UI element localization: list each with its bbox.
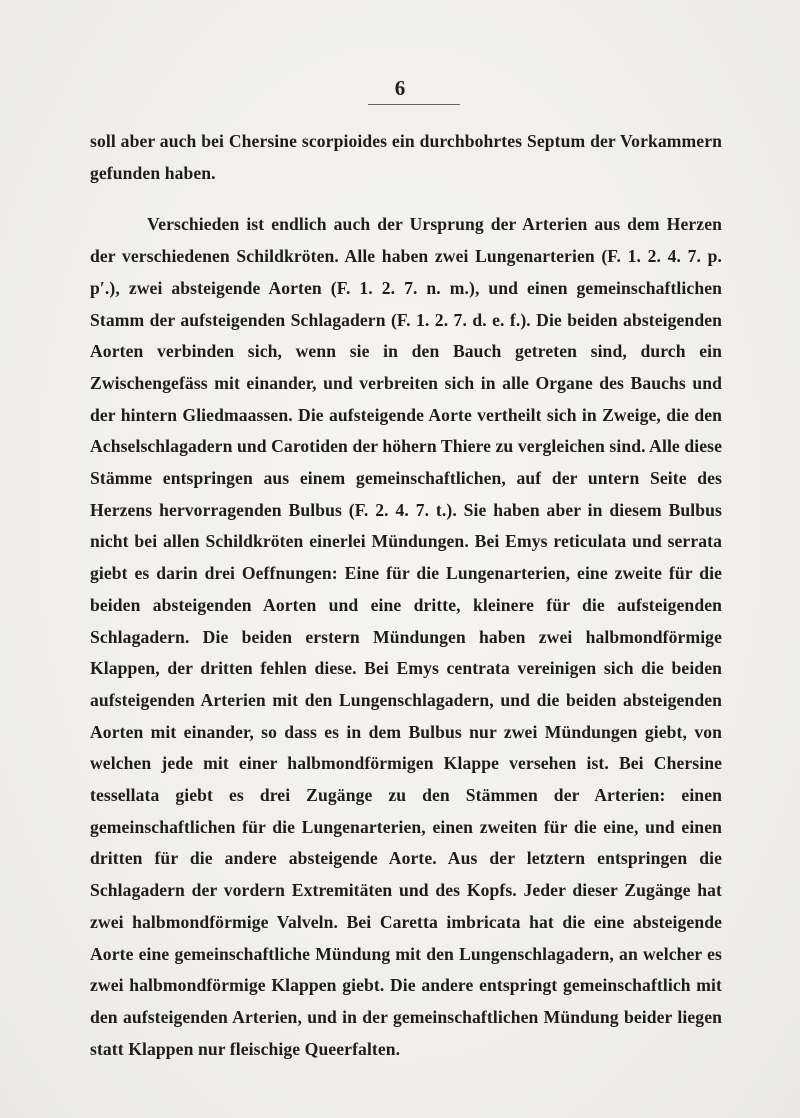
body-text: [90, 126, 722, 1065]
header-rule: [368, 104, 460, 105]
paragraph-continuation: soll aber auch bei Chersine scorpioides ein durchbohrtes Septum der Vorkammern gefunden haben.: [90, 131, 722, 183]
paragraph-arterien: Verschieden ist endlich auch der Ursprung der Arterien aus dem Herzen der verschiedenen Schildkröten. Alle haben zwei Lungenarterien (F. 1. 2. 4. 7. p. p′.), zwei absteigende Aorten (F. 1. 2. 7. n. m.), und einen gemeinschaftlichen Stamm der aufsteigenden Schlagadern (F. 1. 2. 7. d. e. f.). Die beiden absteigenden Aorten verbinden sich, wenn sie in den Bauch getreten sind, durch ein Zwischengefäss mit einander, und verbreiten sich in alle Organe des Bauchs und der hintern Gliedmaassen. Die aufsteigende Aorte vertheilt sich in Zweige, die den Achselschlagadern und Carotiden der höhern Thiere zu vergleichen sind. Alle diese Stämme entspringen aus einem gemeinschaftlichen, auf der untern Seite des Herzens hervorragenden Bulbus (F. 2. 4. 7. t.). Sie haben aber in diesem Bulbus nicht bei allen Schildkröten einerlei Mündungen. Bei Emys reticulata und serrata giebt es darin drei Oeffnungen: Eine für die Lungenarterien, eine zweite für die beiden absteigenden Aorten und eine dritte, kleinere für die aufsteigenden Schlagadern. Die beiden erstern Mündungen haben zwei halbmondförmige Klappen, der dritten fehlen diese. Bei Emys centrata vereinigen sich die beiden aufsteigenden Arterien mit den Lungenschlagadern, und die beiden absteigenden Aorten mit einander, so dass es in dem Bulbus nur zwei Mündungen giebt, von welchen jede mit einer halbmondförmigen Klappe versehen ist. Bei Chersine tessellata giebt es drei Zugänge zu den Stämmen der Arterien: einen gemeinschaftlichen für die Lungenarterien, einen zweiten für die eine, und einen dritten für die andere absteigende Aorte. Aus der letztern entspringen die Schlagadern der vordern Extremitäten und des Kopfs. Jeder dieser Zugänge hat zwei halbmondförmige Valveln. Bei Caretta imbricata hat die eine absteigende Aorte eine gemeinschaftliche Mündung mit den Lungenschlagadern, an welcher es zwei halbmondförmige Klappen giebt. Die andere entspringt gemeinschaftlich mit den aufsteigenden Arterien, und in der gemeinschaftlichen Mündung beider liegen statt Klappen nur fleischige Queerfalten.: [90, 214, 722, 1059]
page-number: 6: [394, 76, 406, 100]
